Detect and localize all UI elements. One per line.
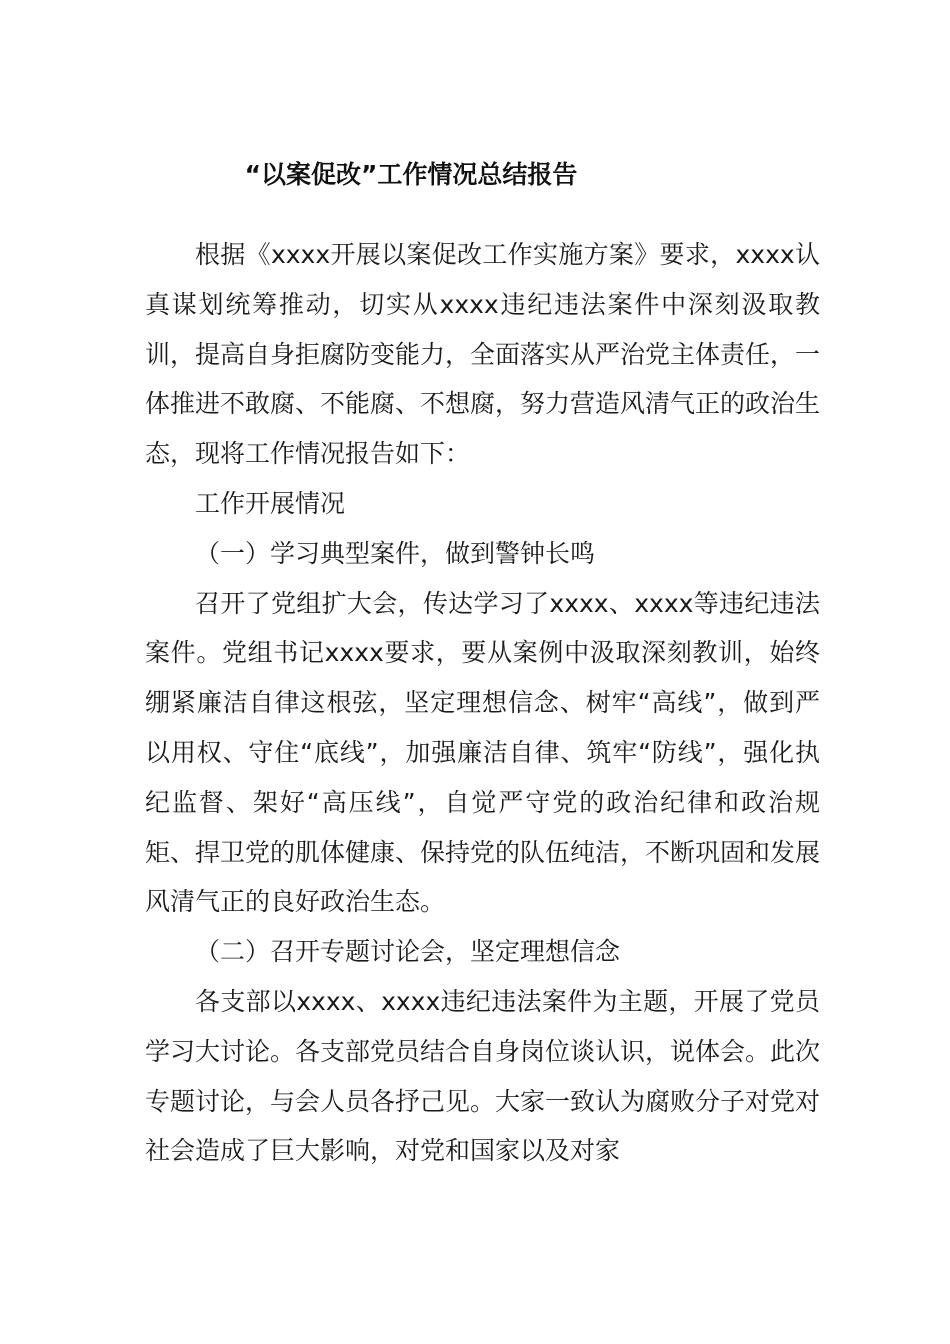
paragraph-discussion: 各支部以xxxx、xxxx违纪违法案件为主题，开展了党员学习大讨论。各支部党员结合自身岗位谈认识，说体会。此次专题讨论，与会人员各抒己见。大家一致认为腐败分子对党对社会造成了巨大影响，对党和国家以及对家 — [145, 986, 821, 1166]
document-title: “以案促改”工作情况总结报告 — [244, 160, 578, 189]
subheading-two: （二）召开专题讨论会，坚定理想信念 — [195, 937, 621, 967]
subheading-one: （一）学习典型案件，做到警钟长鸣 — [195, 538, 596, 568]
document-body — [145, 230, 820, 1176]
paragraph-meeting: 召开了党组扩大会，传达学习了xxxx、xxxx等违纪违法案件。党组书记xxxx要求，要从案例中汲取深刻教训，始终绷紧廉洁自律这根弦，坚定理想信念、树牢“高线”，做到严以用权、守住“底线”，加强廉洁自律、筑牢“防线”，强化执纪监督、架好“高压线”，自觉严守党的政治纪律和政治规矩、捍卫党的肌体健康、保持党的队伍纯洁，不断巩固和发展风清气正的良好政治生态。 — [145, 588, 821, 917]
section-heading-work: 工作开展情况 — [195, 488, 346, 518]
paragraph-intro: 根据《xxxx开展以案促改工作实施方案》要求，xxxx认真谋划统筹推动，切实从xxxx违纪违法案件中深刻汲取教训，提高自身拒腐防变能力，全面落实从严治党主体责任，一体推进不敢腐、不能腐、不想腐，努力营造风清气正的政治生态，现将工作情况报告如下： — [145, 240, 821, 469]
